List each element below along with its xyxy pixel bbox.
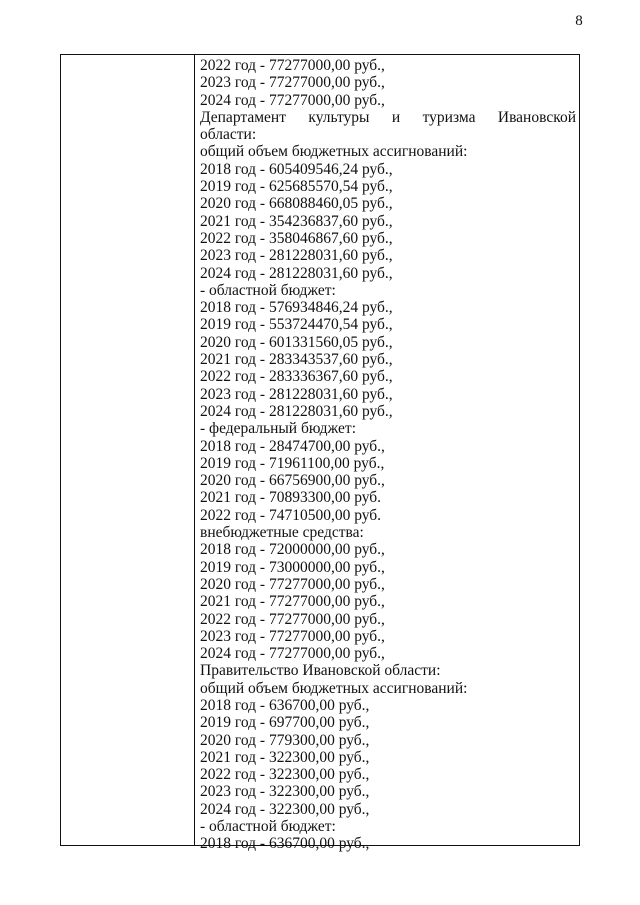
text-line: Департамент культуры и туризма Ивановской — [200, 108, 576, 126]
text-line: Правительство Ивановской области: — [200, 662, 441, 680]
text-line: 2018 год - 605409546,24 руб., — [200, 160, 393, 178]
text-line: 2018 год - 28474700,00 руб., — [200, 437, 385, 455]
table-content-cell — [200, 57, 576, 853]
text-line: 2024 год - 77277000,00 руб., — [200, 645, 385, 663]
text-line: 2018 год - 576934846,24 руб., — [200, 299, 393, 317]
text-line: 2024 год - 281228031,60 руб., — [200, 402, 393, 420]
text-line: внебюджетные средства: — [200, 524, 364, 542]
text-line: 2020 год - 668088460,05 руб., — [200, 195, 393, 213]
text-line: 2020 год - 66756900,00 руб., — [200, 472, 385, 490]
text-line: 2020 год - 601331560,05 руб., — [200, 333, 393, 351]
text-line: 2019 год - 73000000,00 руб., — [200, 558, 385, 576]
budget-table — [60, 54, 580, 853]
text-line: общий объем бюджетных ассигнований: — [200, 679, 468, 697]
text-line: 2024 год - 322300,00 руб., — [200, 800, 370, 818]
text-line: 2021 год - 70893300,00 руб. — [200, 489, 382, 507]
text-line: 2022 год - 77277000,00 руб., — [200, 57, 385, 74]
text-line: 2019 год - 697700,00 руб., — [200, 714, 370, 732]
text-line: 2020 год - 77277000,00 руб., — [200, 575, 385, 593]
text-line: - областной бюджет: — [200, 281, 336, 299]
text-line: 2022 год - 358046867,60 руб., — [200, 229, 393, 247]
table-left-cell — [61, 55, 195, 845]
text-line: 2018 год - 636700,00 руб., — [200, 696, 370, 714]
text-line: 2023 год - 77277000,00 руб., — [200, 627, 385, 645]
text-line: 2018 год - 636700,00 руб., — [200, 835, 370, 853]
text-line: 2019 год - 553724470,54 руб., — [200, 316, 393, 334]
text-line: - областной бюджет: — [200, 818, 336, 836]
text-line: 2022 год - 74710500,00 руб. — [200, 506, 382, 524]
text-line: 2022 год - 77277000,00 руб., — [200, 610, 385, 628]
text-line: 2022 год - 322300,00 руб., — [200, 766, 370, 784]
text-line: - федеральный бюджет: — [200, 420, 356, 438]
text-line: 2024 год - 77277000,00 руб., — [200, 91, 385, 109]
text-line: 2019 год - 71961100,00 руб., — [200, 454, 385, 472]
text-line: 2024 год - 281228031,60 руб., — [200, 264, 393, 282]
text-line: 2021 год - 283343537,60 руб., — [200, 351, 393, 369]
text-line: 2019 год - 625685570,54 руб., — [200, 178, 393, 196]
text-line: 2022 год - 283336367,60 руб., — [200, 368, 393, 386]
text-line: области: — [200, 126, 257, 144]
text-line: 2018 год - 72000000,00 руб., — [200, 541, 385, 559]
text-line: 2023 год - 322300,00 руб., — [200, 783, 370, 801]
page-number: 8 — [575, 13, 583, 29]
text-line: 2021 год - 354236837,60 руб., — [200, 212, 393, 230]
text-line: 2023 год - 281228031,60 руб., — [200, 247, 393, 265]
text-line: общий объем бюджетных ассигнований: — [200, 143, 468, 161]
text-line: 2020 год - 779300,00 руб., — [200, 731, 370, 749]
text-line: 2023 год - 281228031,60 руб., — [200, 385, 393, 403]
text-line: 2023 год - 77277000,00 руб., — [200, 74, 385, 92]
text-line: 2021 год - 77277000,00 руб., — [200, 593, 385, 611]
text-line: 2021 год - 322300,00 руб., — [200, 748, 370, 766]
